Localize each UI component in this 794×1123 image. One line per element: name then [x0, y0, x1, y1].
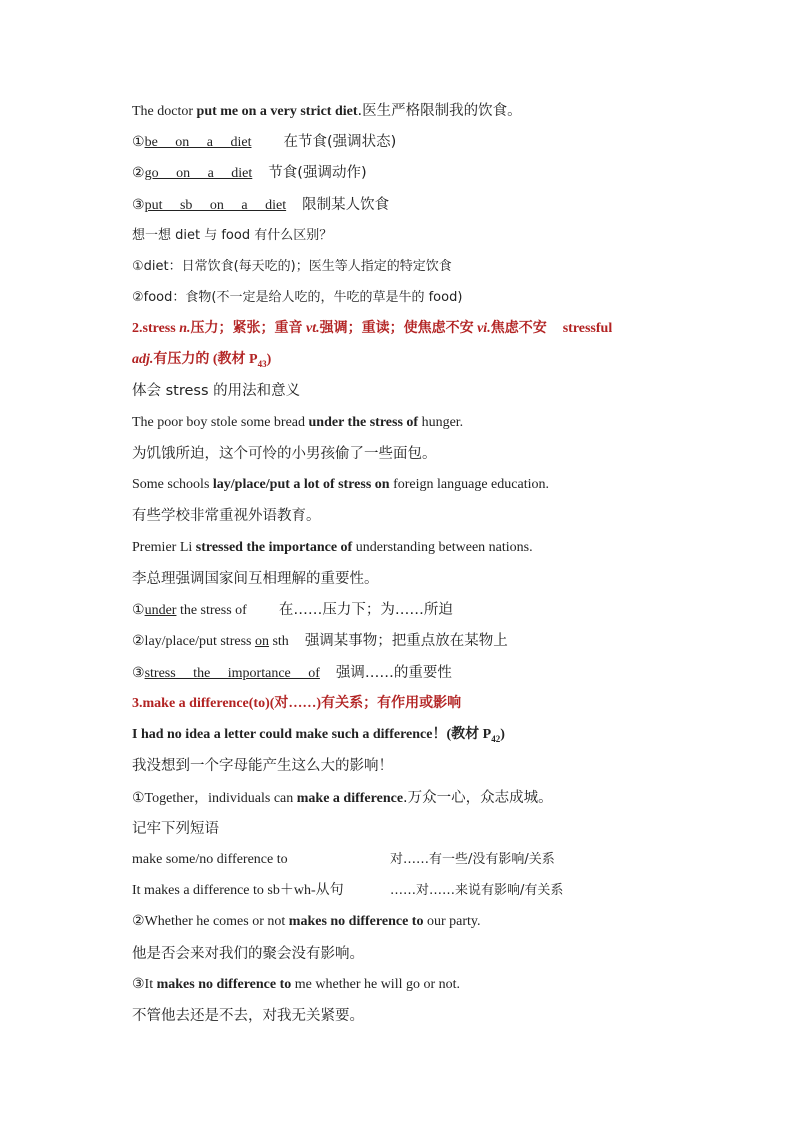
- translation-line: 有些学校非常重视外语教育。: [132, 508, 321, 524]
- example-sentence: The poor boy stole some bread under the stress of hunger.: [132, 415, 464, 430]
- explanation-line: ①diet：日常饮食(每天吃的)；医生等人指定的特定饮食: [132, 259, 452, 274]
- example-sentence: Some schools lay/place/put a lot of stress on foreign language education.: [132, 477, 549, 492]
- section-heading-make-a-difference: 3.make a difference(to)(对……)有关系；有作用或影响: [132, 696, 462, 711]
- section-heading-stress: 2.stress n.压力；紧张；重音 vt.强调；重读；使焦虑不安 vi.焦虑不安 stressful: [132, 321, 613, 336]
- translation-line: 他是否会来对我们的聚会没有影响。: [132, 946, 364, 962]
- instruction-line: 记牢下列短语: [132, 821, 219, 837]
- phrase-item: make some/no difference to 对……有一些/没有影响/关系: [132, 852, 555, 867]
- textbook-sentence: I had no idea a letter could make such a difference！(教材 $P_{42}$): [132, 727, 505, 744]
- instruction-line: 体会 stress 的用法和意义: [132, 383, 301, 399]
- translation-line: 为饥饿所迫，这个可怜的小男孩偷了一些面包。: [132, 446, 437, 462]
- explanation-line: ②food：食物(不一定是给人吃的，牛吃的草是牛的 food): [132, 290, 463, 305]
- example-sentence: ①Together，individuals can make a difference.万众一心，众志成城。: [132, 790, 553, 806]
- phrase-item: ②lay/place/put stress on sth 强调某事物；把重点放在某物上: [132, 633, 508, 649]
- phrase-item: It makes a difference to sb＋wh-从句 ……对……来说有影响/有关系: [132, 883, 564, 898]
- phrase-item: ①be on a diet 在节食(强调状态): [132, 134, 397, 150]
- example-sentence: ③It makes no difference to me whether he will go or not.: [132, 977, 461, 992]
- example-sentence: Premier Li stressed the importance of understanding between nations.: [132, 540, 533, 555]
- example-sentence: ②Whether he comes or not makes no difference to our party.: [132, 914, 481, 929]
- phrase-item: ①under the stress of 在……压力下；为……所迫: [132, 602, 453, 618]
- phrase-item: ③put sb on a diet 限制某人饮食: [132, 197, 390, 213]
- phrase-item: ③stress the importance of 强调……的重要性: [132, 665, 452, 681]
- translation-line: 不管他去还是不去，对我无关紧要。: [132, 1008, 364, 1024]
- section-heading-stress-cont: adj.有压力的 (教材 $P_{43}$): [132, 352, 272, 369]
- translation-line: 我没想到一个字母能产生这么大的影响！: [132, 758, 393, 774]
- question-line: 想一想 diet 与 food 有什么区别？: [132, 228, 333, 243]
- phrase-item: ②go on a diet 节食(强调动作): [132, 165, 367, 181]
- translation-line: 李总理强调国家间互相理解的重要性。: [132, 571, 379, 587]
- example-sentence-diet: The doctor put me on a very strict diet.医生严格限制我的饮食。: [132, 103, 522, 119]
